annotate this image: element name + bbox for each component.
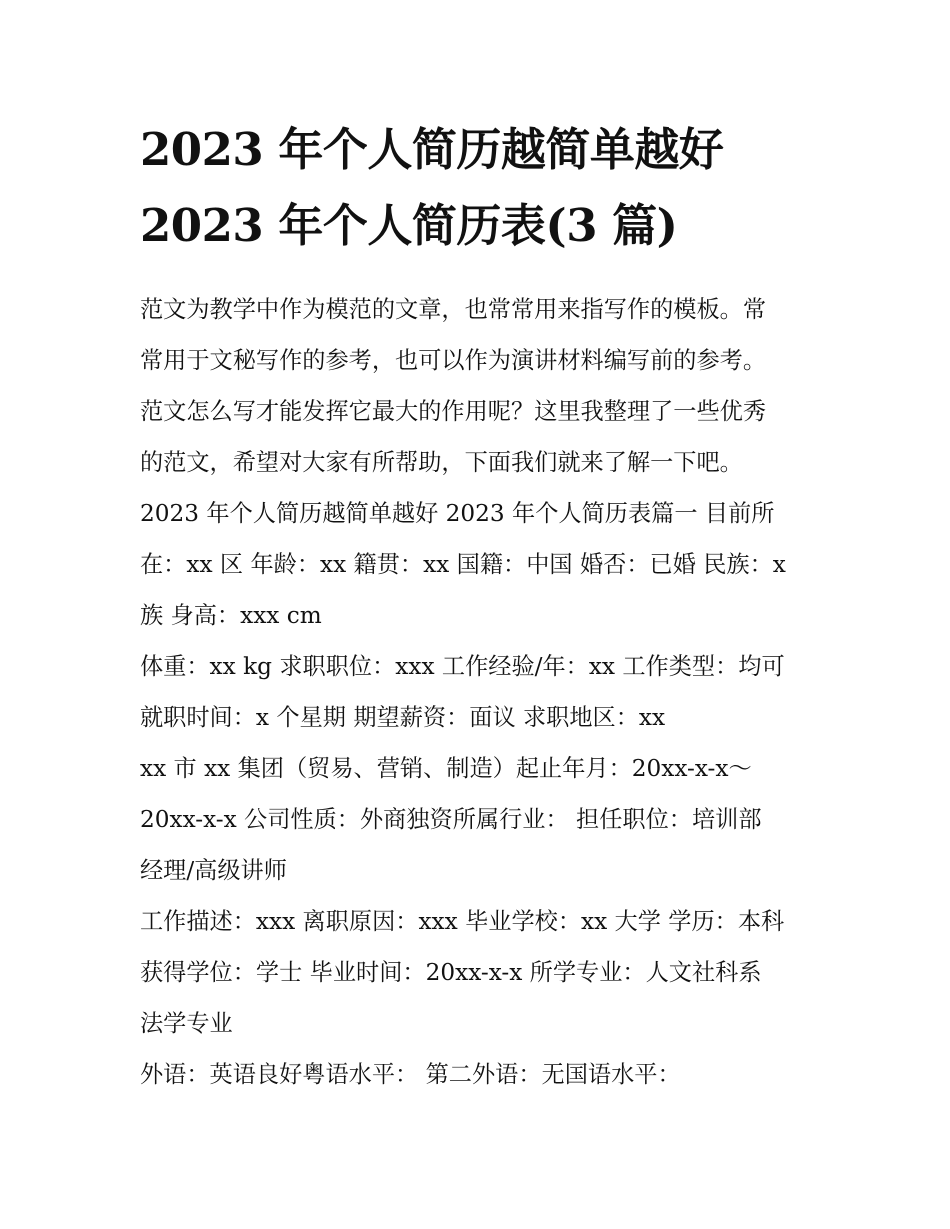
body-line: 法学专业 bbox=[140, 1010, 233, 1037]
body-line: 经理/高级讲师 bbox=[140, 857, 287, 884]
body-line: 族 身高：xxx cm bbox=[140, 602, 322, 629]
body-line: 常用于文秘写作的参考，也可以作为演讲材料编写前的参考。 bbox=[140, 347, 767, 374]
body-line: 获得学位：学士 毕业时间：20xx-x-x 所学专业：人文社科系 bbox=[140, 959, 762, 986]
body-line: 20xx-x-x 公司性质：外商独资所属行业： 担任职位：培训部 bbox=[140, 806, 762, 833]
document-content bbox=[140, 112, 820, 1100]
body-line: 的范文，希望对大家有所帮助，下面我们就来了解一下吧。 bbox=[140, 449, 743, 476]
body-line: 就职时间：x 个星期 期望薪资：面议 求职地区：xx bbox=[140, 704, 666, 731]
body-line: 2023 年个人简历越简单越好 2023 年个人简历表篇一 目前所 bbox=[140, 500, 775, 527]
body-line: 范文为教学中作为模范的文章，也常常用来指写作的模板。常 bbox=[140, 296, 767, 323]
body-line: 外语：英语良好粤语水平： 第二外语：无国语水平： bbox=[140, 1061, 681, 1088]
body-line: 范文怎么写才能发挥它最大的作用呢？这里我整理了一些优秀 bbox=[140, 398, 767, 425]
body-line: 体重：xx kg 求职职位：xxx 工作经验/年：xx 工作类型：均可 bbox=[140, 653, 785, 680]
body-line: xx 市 xx 集团（贸易、营销、制造）起止年月：20xx-x-x～ bbox=[140, 755, 752, 782]
document-title-line-1: 2023 年个人简历越简单越好 bbox=[140, 123, 724, 176]
body-line: 工作描述：xxx 离职原因：xxx 毕业学校：xx 大学 学历：本科 bbox=[140, 908, 785, 935]
body-line: 在：xx 区 年龄：xx 籍贯：xx 国籍：中国 婚否：已婚 民族：x bbox=[140, 551, 786, 578]
document-title-line-2: 2023 年个人简历表(3 篇) bbox=[140, 199, 678, 252]
document-body bbox=[140, 284, 820, 1100]
